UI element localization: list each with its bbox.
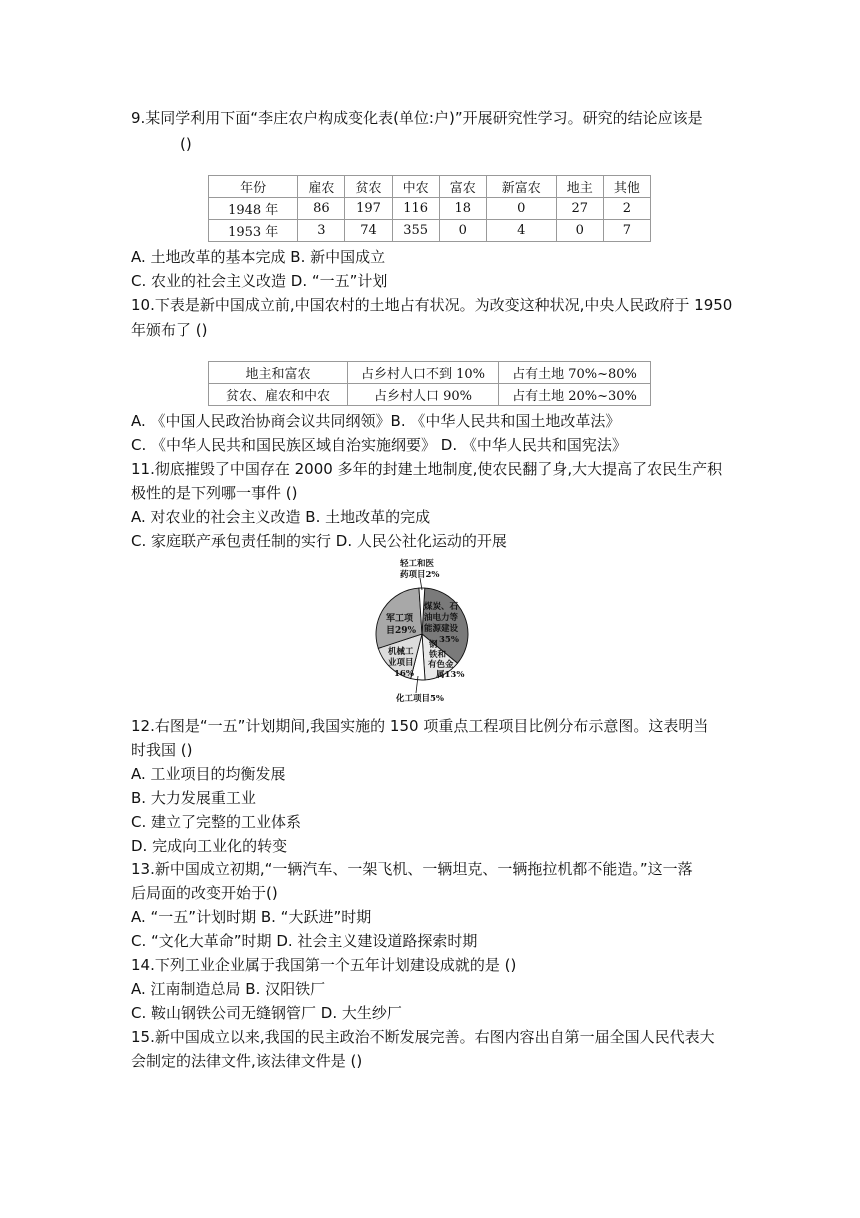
q10-table xyxy=(208,361,651,406)
pie-label-energy: 油电力等 xyxy=(424,613,459,623)
table-cell: 占有土地 70%~80% xyxy=(499,362,651,384)
pie-label-chemical: 化工项目5% xyxy=(396,694,444,704)
q12-stem-line2: 时我国 () xyxy=(131,741,193,759)
table-header-cell: 其他 xyxy=(603,176,650,198)
q9-stem-line1: 9.某同学利用下面“李庄农户构成变化表(单位:户)”开展研究性学习。研究的结论应该是 xyxy=(131,109,703,127)
pie-label-light-industry: 轻工和医 xyxy=(400,559,435,569)
q13-stem-line1: 13.新中国成立初期,“一辆汽车、一架飞机、一辆坦克、一辆拖拉机都不能造。”这一落 xyxy=(131,860,693,878)
table-cell: 0 xyxy=(439,220,486,242)
q12-stem-line1: 12.右图是“一五”计划期间,我国实施的 150 项重点工程项目比例分布示意图。这表明当 xyxy=(131,717,709,735)
table-cell: 0 xyxy=(486,198,556,220)
table-row xyxy=(209,198,651,220)
table-row xyxy=(209,220,651,242)
table-header-cell: 年份 xyxy=(209,176,298,198)
q9-stem-line2: () xyxy=(180,135,192,153)
table-header-row xyxy=(209,176,651,198)
table-cell: 占有土地 20%~30% xyxy=(499,384,651,406)
q10-options-cd: C. 《中华人民共和国民族区域自治实施纲要》 D. 《中华人民共和国宪法》 xyxy=(131,436,627,454)
table-cell: 2 xyxy=(603,198,650,220)
pie-label-steel: 属13% xyxy=(436,670,465,680)
table-header-cell: 贫农 xyxy=(345,176,392,198)
table-cell: 74 xyxy=(345,220,392,242)
q14-options-cd: C. 鞍山钢铁公司无缝钢管厂 D. 大生纱厂 xyxy=(131,1004,402,1022)
q13-stem-line2: 后局面的改变开始于() xyxy=(131,884,278,902)
table-cell: 1953 年 xyxy=(209,220,298,242)
q9-options-cd: C. 农业的社会主义改造 D. “一五”计划 xyxy=(131,272,388,290)
table-cell: 4 xyxy=(486,220,556,242)
q12-option-b: B. 大力发展重工业 xyxy=(131,789,256,807)
table-row xyxy=(209,362,651,384)
table-header-cell: 地主 xyxy=(556,176,603,198)
pie-label-military: 军工项 xyxy=(386,614,414,624)
q10-stem-line2: 年颁布了 () xyxy=(131,321,208,339)
table-cell: 18 xyxy=(439,198,486,220)
q15-stem-line2: 会制定的法律文件,该法律文件是 () xyxy=(131,1052,363,1070)
q9-options-ab: A. 土地改革的基本完成 B. 新中国成立 xyxy=(131,248,386,266)
table-cell: 116 xyxy=(392,198,439,220)
pie-label-military: 目29% xyxy=(386,626,417,636)
pie-label-machinery: 机械工 xyxy=(388,647,414,657)
q10-stem-line1: 10.下表是新中国成立前,中国农村的土地占有状况。为改变这种状况,中央人民政府于 1950 xyxy=(131,296,733,314)
table-header-cell: 新富农 xyxy=(486,176,556,198)
q11-stem-line1: 11.彻底摧毁了中国存在 2000 多年的封建土地制度,使农民翻了身,大大提高了农民生产积 xyxy=(131,460,723,478)
table-row xyxy=(209,384,651,406)
table-cell: 1948 年 xyxy=(209,198,298,220)
q14-stem: 14.下列工业企业属于我国第一个五年计划建设成就的是 () xyxy=(131,956,517,974)
table-cell: 86 xyxy=(298,198,345,220)
q13-options-cd: C. “文化大革命”时期 D. 社会主义建设道路探索时期 xyxy=(131,932,478,950)
table-cell: 355 xyxy=(392,220,439,242)
table-cell: 贫农、雇农和中农 xyxy=(209,384,348,406)
pie-label-steel: 钢 xyxy=(429,640,438,650)
q11-options-cd: C. 家庭联产承包责任制的实行 D. 人民公社化运动的开展 xyxy=(131,532,507,550)
q12-option-a: A. 工业项目的均衡发展 xyxy=(131,765,286,783)
table-cell: 7 xyxy=(603,220,650,242)
pie-label-energy: 煤炭、石 xyxy=(424,602,459,612)
q14-options-ab: A. 江南制造总局 B. 汉阳铁厂 xyxy=(131,980,326,998)
table-cell: 3 xyxy=(298,220,345,242)
pie-label-energy: 35% xyxy=(439,635,459,645)
table-cell: 0 xyxy=(556,220,603,242)
pie-label-machinery: 业项目 xyxy=(388,658,414,668)
pie-label-steel: 铁和 xyxy=(429,650,447,660)
table-cell: 197 xyxy=(345,198,392,220)
q11-stem-line2: 极性的是下列哪一事件 () xyxy=(131,484,298,502)
pie-label-machinery: 16% xyxy=(394,669,414,679)
table-cell: 占乡村人口不到 10% xyxy=(348,362,499,384)
q12-option-c: C. 建立了完整的工业体系 xyxy=(131,813,302,831)
table-header-cell: 富农 xyxy=(439,176,486,198)
table-header-cell: 中农 xyxy=(392,176,439,198)
q15-stem-line1: 15.新中国成立以来,我国的民主政治不断发展完善。右图内容出自第一届全国人民代表大 xyxy=(131,1028,715,1046)
table-cell: 地主和富农 xyxy=(209,362,348,384)
q9-table xyxy=(208,175,651,242)
pie-label-light-industry: 药项目2% xyxy=(400,570,440,580)
table-cell: 27 xyxy=(556,198,603,220)
q12-option-d: D. 完成向工业化的转变 xyxy=(131,837,288,855)
pie-label-steel: 有色金 xyxy=(428,660,454,670)
pie-chart xyxy=(366,558,490,704)
q13-options-ab: A. “一五”计划时期 B. “大跃进”时期 xyxy=(131,908,372,926)
table-header-cell: 雇农 xyxy=(298,176,345,198)
pie-label-energy: 能源建设 xyxy=(424,624,459,634)
q10-options-ab: A. 《中国人民政治协商会议共同纲领》B. 《中华人民共和国土地改革法》 xyxy=(131,412,621,430)
table-cell: 占乡村人口 90% xyxy=(348,384,499,406)
q11-options-ab: A. 对农业的社会主义改造 B. 土地改革的完成 xyxy=(131,508,431,526)
